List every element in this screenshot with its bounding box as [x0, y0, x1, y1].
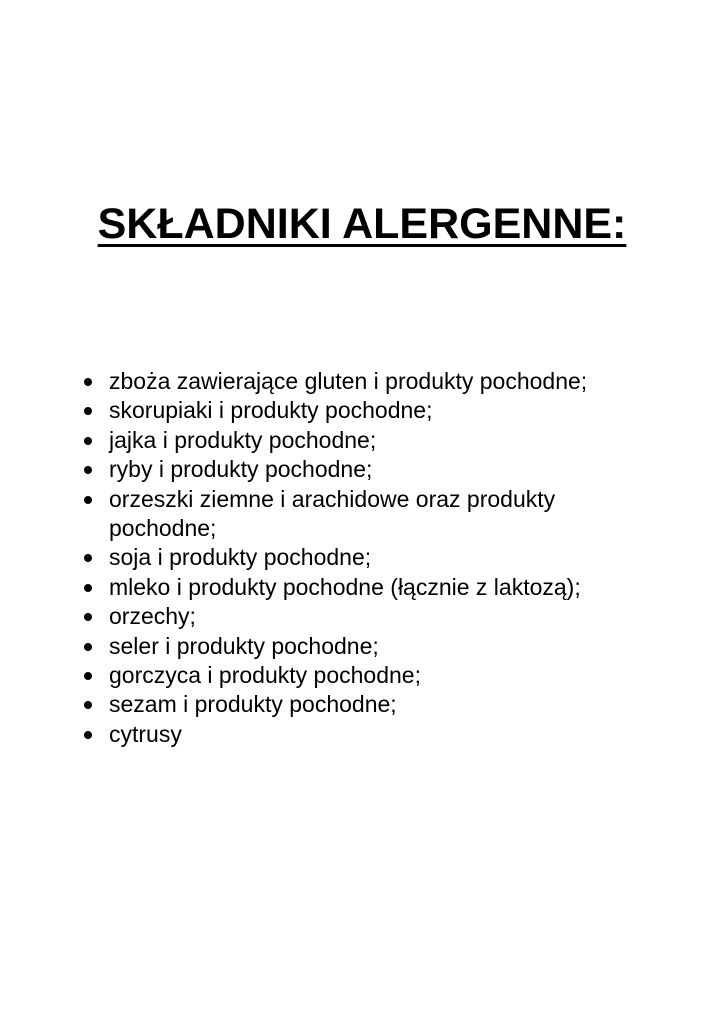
- bullet-icon: [84, 643, 92, 651]
- list-item: [84, 426, 644, 455]
- bullet-icon: [84, 701, 92, 709]
- bullet-icon: [84, 437, 92, 445]
- list-item: [84, 573, 644, 602]
- list-item: [84, 485, 644, 544]
- bullet-icon: [84, 496, 92, 504]
- bullet-icon: [84, 731, 92, 739]
- list-item-text: sezam i produkty pochodne;: [109, 691, 397, 718]
- bullet-icon: [84, 672, 92, 680]
- list-item-text: ryby i produkty pochodne;: [109, 456, 373, 483]
- list-item-text: orzeszki ziemne i arachidowe oraz produkty pochodne;: [109, 485, 556, 542]
- list-item-text: cytrusy: [109, 720, 182, 747]
- list-item-text: jajka i produkty pochodne;: [109, 426, 377, 453]
- list-item-text: seler i produkty pochodne;: [109, 632, 379, 659]
- bullet-icon: [84, 613, 92, 621]
- list-item-text: skorupiaki i produkty pochodne;: [109, 397, 433, 424]
- list-item-text: mleko i produkty pochodne (łącznie z laktozą);: [109, 573, 581, 600]
- bullet-icon: [84, 378, 92, 386]
- bullet-icon: [84, 407, 92, 415]
- bullet-icon: [84, 584, 92, 592]
- allergen-list: [84, 367, 644, 749]
- list-item: [84, 661, 644, 690]
- list-item-text: orzechy;: [109, 603, 196, 630]
- list-item: [84, 455, 644, 484]
- bullet-icon: [84, 466, 92, 474]
- list-item: [84, 396, 644, 425]
- list-item: [84, 543, 644, 572]
- list-item-text: zboża zawierające gluten i produkty pochodne;: [109, 368, 588, 394]
- list-item: [84, 632, 644, 661]
- list-item-text: gorczyca i produkty pochodne;: [109, 662, 421, 689]
- list-item: [84, 690, 644, 719]
- list-item: [84, 367, 644, 396]
- document-title: SKŁADNIKI ALERGENNE:: [97, 200, 627, 248]
- list-item-text: soja i produkty pochodne;: [109, 544, 372, 571]
- list-item: [84, 720, 644, 749]
- list-item: [84, 602, 644, 631]
- bullet-icon: [84, 554, 92, 562]
